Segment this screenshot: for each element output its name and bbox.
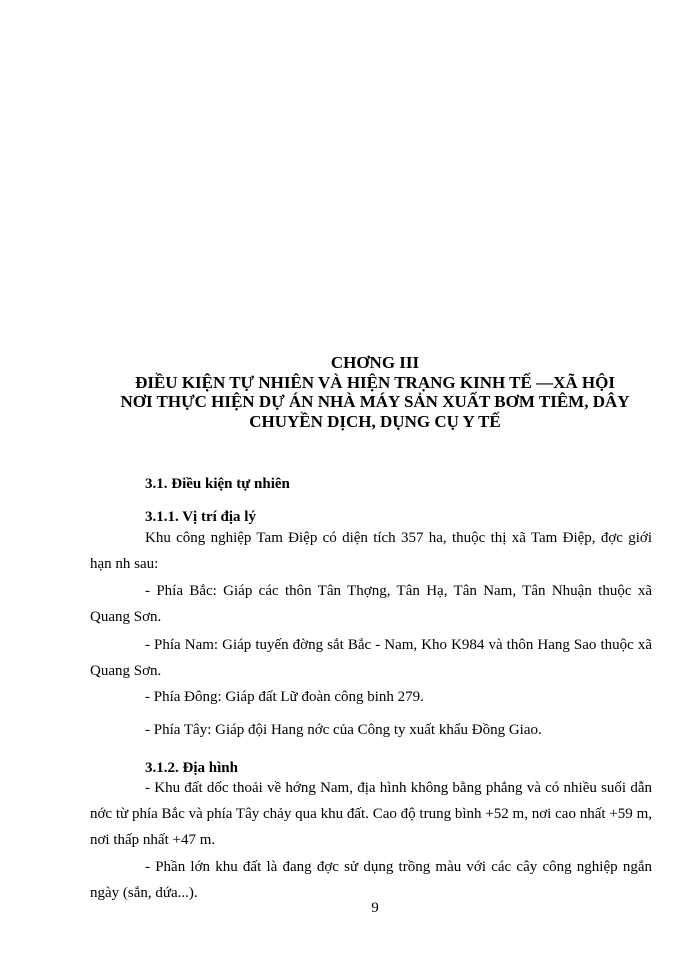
- subsection-heading-3-1-2: 3.1.2. Địa hình: [145, 760, 238, 776]
- paragraph-south-border: - Phía Nam: Giáp tuyến đờng sắt Bắc - Nam, Kho K984 và thôn Hang Sao thuộc xã Quang Sơn.: [90, 637, 652, 679]
- paragraph-terrain: - Khu đất dốc thoải về hớng Nam, địa hình không bằng phẳng và có nhiều suối dẫn nớc từ phía Bắc và phía Tây chảy qua khu đất. Cao độ trung bình +52 m, nơi cao nhất +59 m, nơi thấp nhất +47 m.: [90, 780, 652, 848]
- chapter-title-line-2: NƠI THỰC HIỆN DỰ ÁN NHÀ MÁY SẢN XUẤT BƠM TIÊM, DÂY: [120, 392, 630, 411]
- section-heading-3-1: 3.1. Điều kiện tự nhiên: [145, 476, 290, 492]
- chapter-title-line-3: CHUYỀN DỊCH, DỤNG CỤ Y TẾ: [249, 411, 501, 431]
- chapter-heading: [90, 353, 660, 431]
- paragraph-intro: Khu công nghiệp Tam Điệp có diện tích 357 ha, thuộc thị xã Tam Điệp, đợc giới hạn nh sau:: [90, 530, 652, 572]
- page-number: 9: [371, 900, 379, 916]
- subsection-heading-3-1-1: 3.1.1. Vị trí địa lý: [145, 509, 256, 525]
- paragraph-land-use: - Phần lớn khu đất là đang đợc sử dụng trồng màu với các cây công nghiệp ngắn ngày (sắn, dứa...).: [90, 859, 652, 901]
- paragraph-east-border: - Phía Đông: Giáp đất Lữ đoàn công binh 279.: [145, 689, 424, 705]
- chapter-label: CHƠNG III: [330, 353, 420, 372]
- paragraph-north-border: - Phía Bắc: Giáp các thôn Tân Thợng, Tân Hạ, Tân Nam, Tân Nhuận thuộc xã Quang Sơn.: [90, 583, 652, 625]
- paragraph-west-border: - Phía Tây: Giáp đội Hang nớc của Công ty xuất khẩu Đồng Giao.: [145, 722, 542, 738]
- chapter-title-line-1: ĐIỀU KIỆN TỰ NHIÊN VÀ HIỆN TRẠNG KINH TẾ —XÃ HỘI: [135, 372, 615, 392]
